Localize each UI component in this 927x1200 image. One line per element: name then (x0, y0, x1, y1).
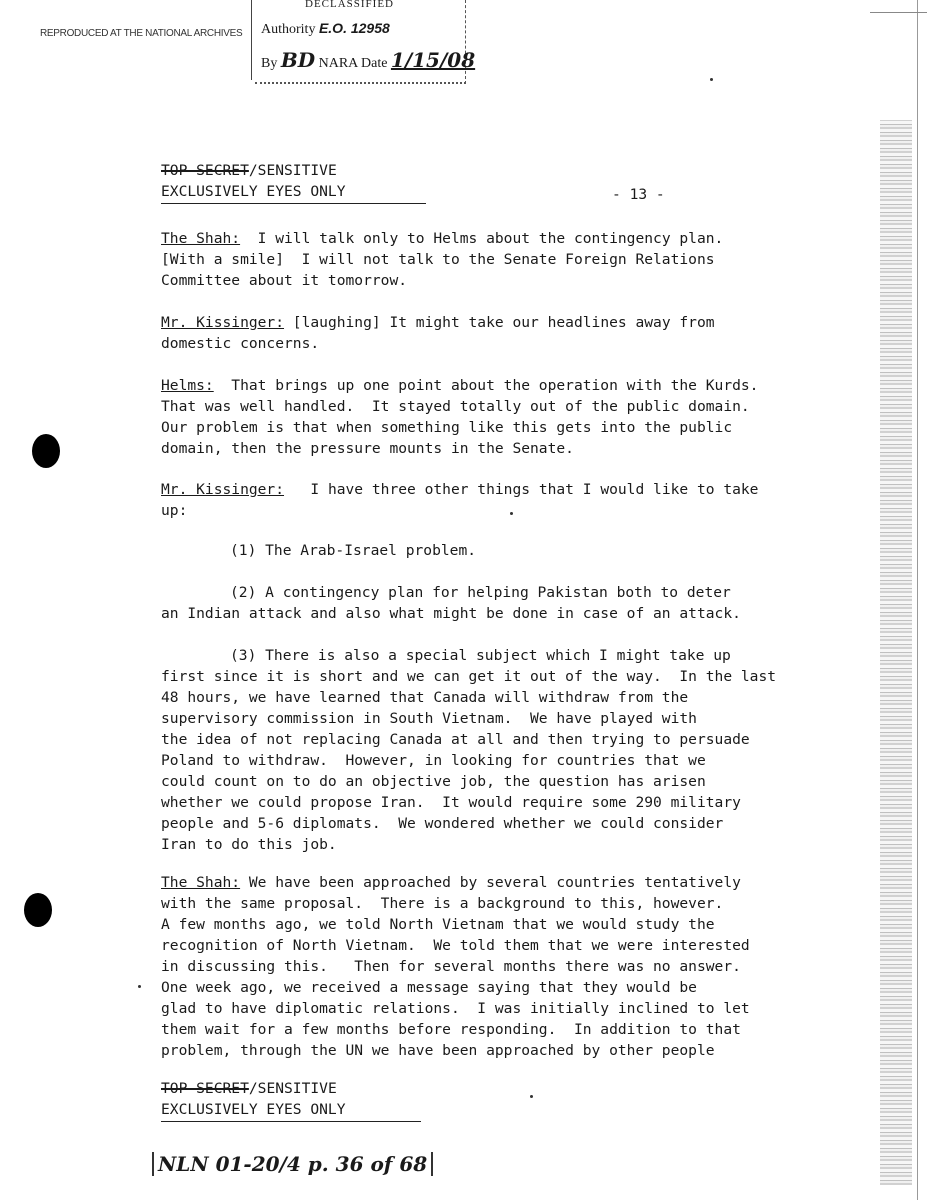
scan-edge-line (917, 0, 918, 1200)
paragraph-5-line-7: glad to have diplomatic relations. I was initially inclined to let (161, 1000, 750, 1017)
national-archives-label: REPRODUCED AT THE NATIONAL ARCHIVES (40, 28, 243, 39)
by-initials: BD (280, 48, 316, 72)
paragraph-5-line-1 (161, 872, 741, 893)
footer-sensitive: /SENSITIVE (248, 1080, 337, 1097)
paragraph-3-line-1 (161, 375, 758, 396)
list-item-3-line-5: the idea of not replacing Canada at all and then trying to persuade (161, 731, 750, 748)
footer-top-secret-struck: TOP SECRET (161, 1080, 249, 1097)
list-item-3-line-1: (3) There is also a special subject which I might take up (230, 647, 731, 664)
stamp-authority (261, 20, 390, 38)
list-item-3-line-3: 48 hours, we have learned that Canada will withdraw from the (161, 689, 689, 706)
paragraph-2-line-1 (161, 312, 715, 333)
header-eyes-only: EXCLUSIVELY EYES ONLY (161, 181, 426, 204)
list-item-3-line-8: whether we could propose Iran. It would require some 290 military (161, 794, 741, 811)
list-item-3-line-7: could count on to do an objective job, the question has arisen (161, 773, 706, 790)
list-item-3-line-9: people and 5-6 diplomats. We wondered whether we could consider (161, 815, 724, 832)
footer-eyes-only: EXCLUSIVELY EYES ONLY (161, 1099, 421, 1122)
by-label: By (261, 56, 278, 71)
speaker-the-shah-2: The Shah: (161, 874, 241, 891)
nara-date-label: NARA Date (318, 56, 388, 71)
paragraph-1-line-3: Committee about it tomorrow. (161, 272, 408, 289)
list-item-3-line-2: first since it is short and we can get it out of the way. In the last (161, 668, 777, 685)
nara-date: 1/15/08 (390, 48, 476, 72)
header-classification (161, 160, 337, 181)
paragraph-3-line-3: Our problem is that when something like this gets into the public (161, 419, 733, 436)
list-item-1: (1) The Arab-Israel problem. (230, 542, 477, 559)
paragraph-4-line-1 (161, 479, 758, 500)
list-item-3-line-4: supervisory commission in South Vietnam. We have played with (161, 710, 697, 727)
speck (710, 78, 713, 81)
p1-text: I will talk only to Helms about the contingency plan. (240, 230, 724, 247)
paragraph-5-line-2: with the same proposal. There is a background to this, however. (161, 895, 724, 912)
footer-classification (161, 1078, 337, 1099)
paragraph-3-line-4: domain, then the pressure mounts in the Senate. (161, 440, 574, 457)
stamp-heading: DECLASSIFIED (305, 0, 395, 10)
authority-label: Authority (261, 22, 316, 37)
stamp-by (261, 48, 475, 72)
paragraph-5-line-3: A few months ago, we told North Vietnam that we would study the (161, 916, 715, 933)
paragraph-1-line-1 (161, 228, 723, 249)
p2-text: [laughing] It might take our headlines away from (284, 314, 715, 331)
speck (510, 512, 513, 515)
speaker-kissinger-2: Mr. Kissinger: (161, 481, 285, 498)
handwritten-reference: NLN 01-20/4 p. 36 of 68 (152, 1152, 433, 1176)
list-item-2-line-2: an Indian attack and also what might be done in case of an attack. (161, 605, 741, 622)
paragraph-5-line-9: problem, through the UN we have been approached by other people (161, 1042, 715, 1059)
speaker-helms: Helms: (161, 377, 214, 394)
speck (530, 1095, 533, 1098)
paragraph-5-line-8: them wait for a few months before responding. In addition to that (161, 1021, 741, 1038)
paragraph-4-line-2: up: (161, 502, 188, 519)
header-sensitive: /SENSITIVE (248, 162, 337, 179)
list-item-3-line-6: Poland to withdraw. However, in looking for countries that we (161, 752, 706, 769)
scan-edge-noise (880, 120, 912, 1185)
hole-punch-bottom (24, 893, 52, 927)
paragraph-2-line-2: domestic concerns. (161, 335, 320, 352)
header-top-secret-struck: TOP SECRET (161, 162, 249, 179)
speck (138, 985, 141, 988)
scan-top-line (870, 12, 927, 13)
speaker-the-shah: The Shah: (161, 230, 241, 247)
page-number: - 13 - (612, 186, 665, 203)
p4-text: I have three other things that I would like to take (284, 481, 759, 498)
paragraph-5-line-5: in discussing this. Then for several months there was no answer. (161, 958, 741, 975)
paragraph-1-line-2: [With a smile] I will not talk to the Senate Foreign Relations (161, 251, 715, 268)
authority-value: E.O. 12958 (318, 20, 390, 36)
speaker-kissinger: Mr. Kissinger: (161, 314, 285, 331)
list-item-2-line-1: (2) A contingency plan for helping Pakistan both to deter (230, 584, 731, 601)
list-item-3-line-10: Iran to do this job. (161, 836, 337, 853)
p5-text: We have been approached by several countries tentatively (240, 874, 741, 891)
hole-punch-top (32, 434, 60, 468)
paragraph-5-line-6: One week ago, we received a message saying that they would be (161, 979, 697, 996)
stamp-rule (251, 0, 252, 80)
paragraph-5-line-4: recognition of North Vietnam. We told them that we were interested (161, 937, 750, 954)
declassification-stamp (255, 0, 476, 84)
p3-text: That brings up one point about the operation with the Kurds. (213, 377, 759, 394)
paragraph-3-line-2: That was well handled. It stayed totally out of the public domain. (161, 398, 750, 415)
